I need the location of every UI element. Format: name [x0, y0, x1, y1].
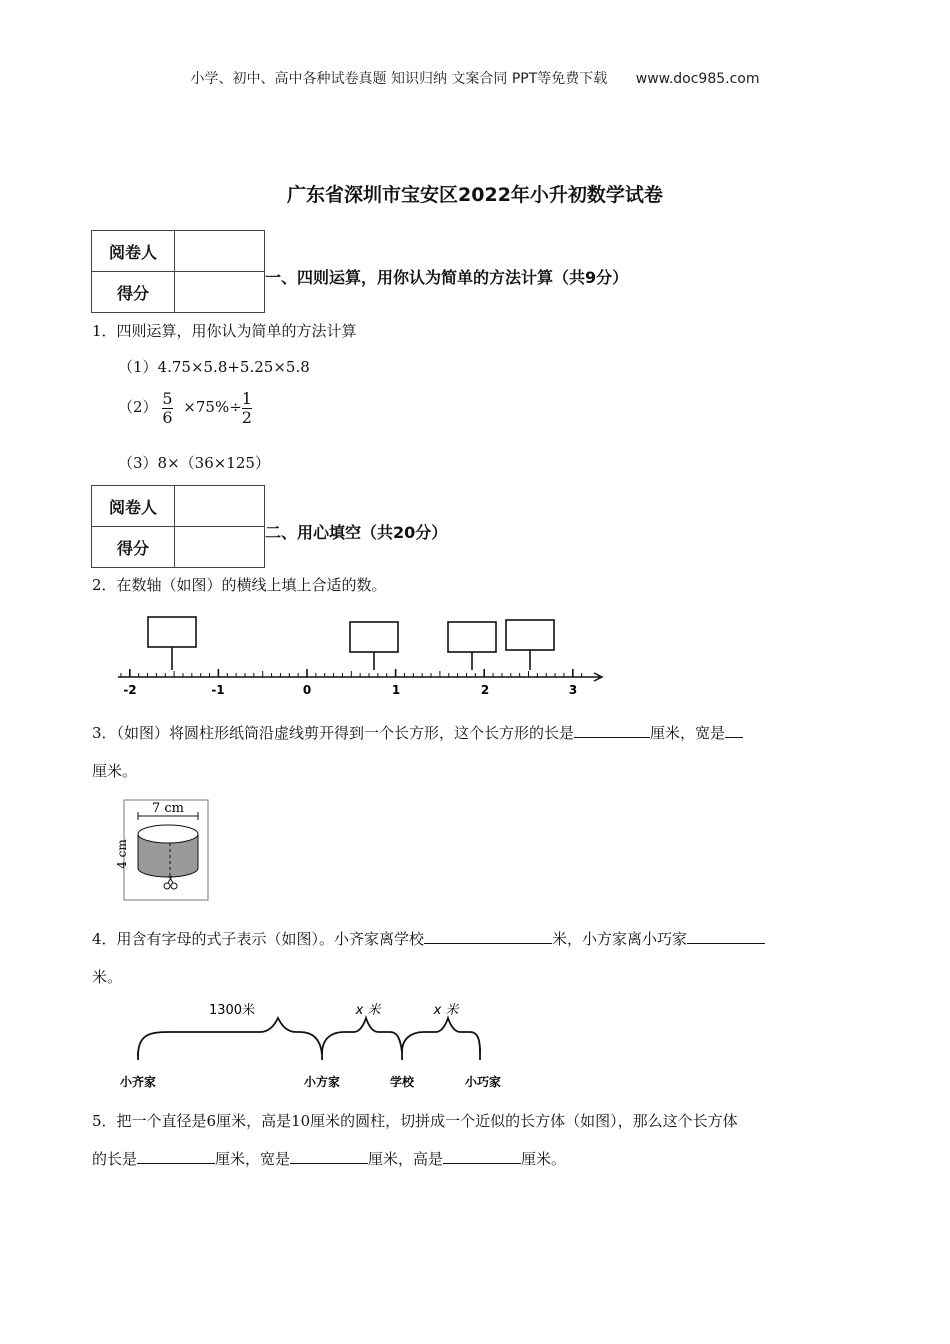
dist-x1: x 米 [355, 1003, 381, 1018]
answer-boxes [148, 617, 554, 670]
q1-stem: 1．四则运算，用你认为简单的方法计算 [92, 322, 357, 340]
q5-stem-b: 的长是 [92, 1150, 138, 1168]
q3-stem-line1 [92, 722, 743, 743]
tick-label: -1 [211, 683, 225, 697]
q5-blank-height[interactable] [443, 1148, 521, 1164]
q3-blank-length[interactable] [574, 722, 650, 738]
q3-stem-a: 3．（如图）将圆柱形纸筒沿虚线剪开得到一个长方形，这个长方形的长是 [92, 724, 575, 742]
q1-part2-label: （2） [118, 398, 158, 417]
header-site[interactable]: www.doc985.com [635, 71, 760, 87]
q2-stem: 2．在数轴（如图）的横线上填上合适的数。 [92, 576, 387, 594]
fraction-1-2 [242, 390, 252, 426]
dist-1300: 1300米 [208, 1003, 256, 1018]
exam-title: 广东省深圳市宝安区2022年小升初数学试卷 [287, 184, 663, 206]
q5-stem-c: 厘米，宽是 [215, 1150, 291, 1168]
header-tagline: 小学、初中、高中各种试卷真题 知识归纳 文案合同 PPT等免费下载 [190, 71, 608, 87]
place-label: 学校 [389, 1075, 415, 1089]
q5-stem-e: 厘米。 [521, 1150, 567, 1168]
score-box[interactable] [175, 527, 265, 568]
tick-label: 2 [480, 683, 490, 697]
answer-box-1[interactable] [148, 617, 196, 647]
score-label: 得分 [92, 272, 175, 313]
tick-label: -2 [123, 683, 137, 697]
answer-box-4[interactable] [506, 620, 554, 650]
q5-stem-line2 [92, 1148, 566, 1169]
number-line-figure [110, 612, 610, 702]
section-1-heading: 一、四则运算，用你认为简单的方法计算（共9分） [265, 268, 629, 287]
tick-label: 3 [568, 683, 578, 697]
answer-box-2[interactable] [350, 622, 398, 652]
cylinder-figure [112, 798, 212, 903]
q4-stem-c: 米。 [92, 968, 123, 986]
tick-label: 0 [302, 683, 312, 697]
q5-stem-a: 5．把一个直径是6厘米，高是10厘米的圆柱，切拼成一个近似的长方体（如图），那么这个长方体 [92, 1112, 738, 1130]
frac1-den: 6 [162, 407, 173, 427]
distance-figure [110, 994, 520, 1094]
q3-blank-width[interactable] [725, 722, 743, 738]
fraction-5-6 [162, 390, 172, 426]
frac1-num: 5 [162, 389, 173, 408]
q5-blank-length[interactable] [137, 1148, 215, 1164]
fig-width-label: 7 cm [151, 801, 185, 816]
page-header [0, 68, 950, 88]
reviewer-box[interactable] [175, 486, 265, 527]
q4-stem-b: 米，小方家离小巧家 [552, 930, 688, 948]
frac2-den: 2 [241, 407, 252, 427]
reviewer-box[interactable] [175, 231, 265, 272]
q3-stem-c: 厘米。 [92, 762, 138, 780]
dist-x2: x 米 [433, 1003, 459, 1018]
q1-part3: （3）8×（36×125） [118, 454, 270, 472]
q5-blank-width[interactable] [290, 1148, 368, 1164]
q4-stem-line1 [92, 928, 765, 949]
score-label: 得分 [92, 527, 175, 568]
score-box[interactable] [175, 272, 265, 313]
q3-stem-b: 厘米，宽是 [650, 724, 726, 742]
section-2-heading: 二、用心填空（共20分） [265, 523, 448, 542]
place-label: 小巧家 [464, 1075, 502, 1089]
fig-height-label: 4 cm [115, 839, 129, 869]
q4-stem-a: 4．用含有字母的式子表示（如图）。小齐家离学校 [92, 930, 425, 948]
grader-table-1 [91, 230, 265, 313]
q4-blank-2[interactable] [687, 928, 765, 944]
reviewer-label: 阅卷人 [92, 486, 175, 527]
scissors-icon [164, 876, 177, 889]
q1-part1: （1）4.75×5.8+5.25×5.8 [118, 358, 310, 376]
tick-label: 1 [391, 683, 401, 697]
q4-blank-1[interactable] [424, 928, 552, 944]
place-label: 小齐家 [119, 1075, 157, 1089]
q1-part2-op: ×75%÷ [183, 398, 242, 417]
q1-part2 [118, 390, 252, 426]
reviewer-label: 阅卷人 [92, 231, 175, 272]
frac2-num: 1 [241, 389, 252, 408]
grader-table-2 [91, 485, 265, 568]
q5-stem-d: 厘米，高是 [368, 1150, 444, 1168]
place-label: 小方家 [303, 1075, 341, 1089]
answer-box-3[interactable] [448, 622, 496, 652]
